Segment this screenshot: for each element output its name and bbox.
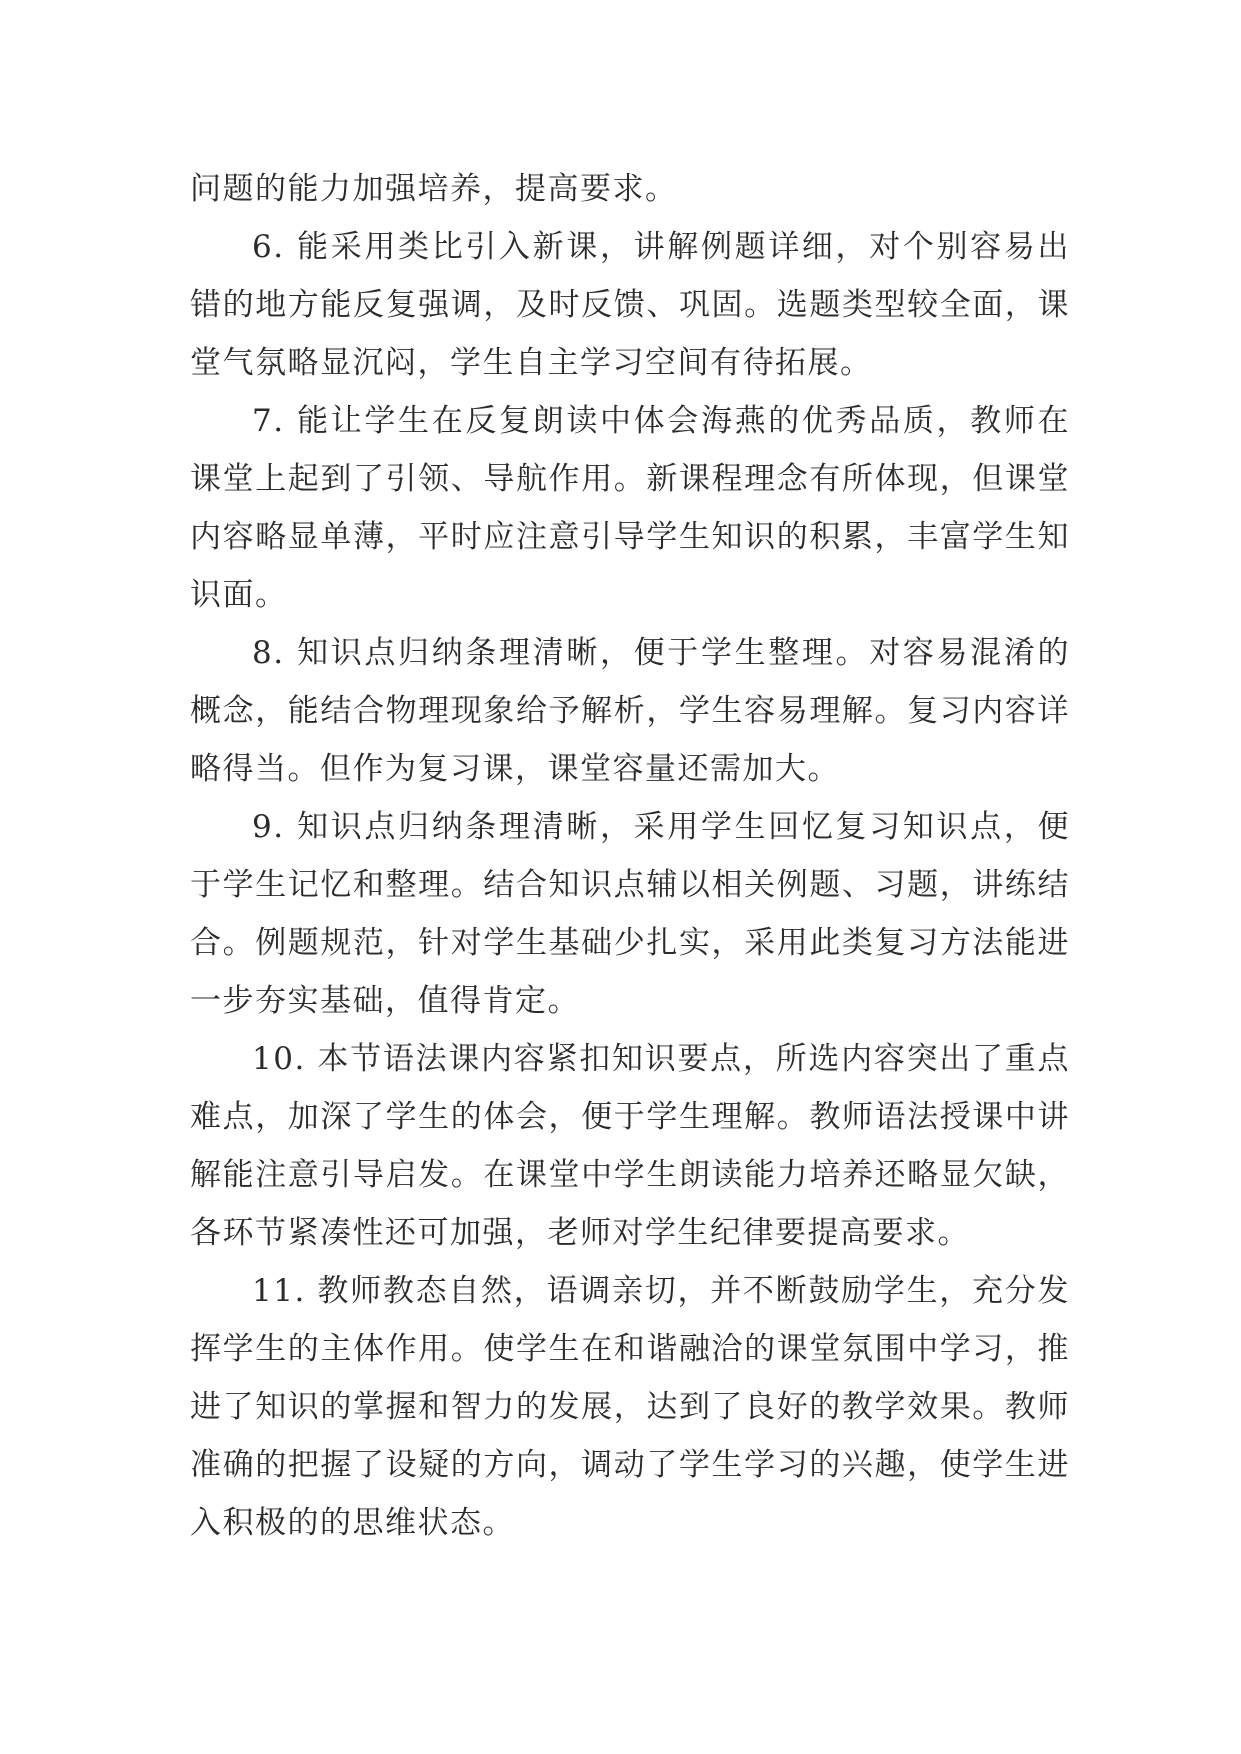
paragraph-item-9: 9. 知识点归纳条理清晰，采用学生回忆复习知识点，便于学生记忆和整理。结合知识点辅以相关例题、习题，讲练结合。例题规范，针对学生基础少扎实，采用此类复习方法能进一步夯实基础，值得肯定。 [190,809,1070,1019]
paragraph-item-11: 11. 教师教态自然，语调亲切，并不断鼓励学生，充分发挥学生的主体作用。使学生在和谐融洽的课堂氛围中学习，推进了知识的掌握和智力的发展，达到了良好的教学效果。教师准确的把握了设疑的方向，调动了学生学习的兴趣，使学生进入积极的的思维状态。 [190,1273,1070,1541]
paragraph-item-6: 6. 能采用类比引入新课，讲解例题详细，对个别容易出错的地方能反复强调，及时反馈、巩固。选题类型较全面，课堂气氛略显沉闷，学生自主学习空间有待拓展。 [190,229,1070,381]
document-body [190,160,1070,1552]
paragraph-item-10: 10. 本节语法课内容紧扣知识要点，所选内容突出了重点难点，加深了学生的体会，便于学生理解。教师语法授课中讲解能注意引导启发。在课堂中学生朗读能力培养还略显欠缺，各环节紧凑性还可加强，老师对学生纪律要提高要求。 [190,1041,1070,1251]
paragraph-continuation: 问题的能力加强培养，提高要求。 [190,171,678,207]
paragraph-item-8: 8. 知识点归纳条理清晰，便于学生整理。对容易混淆的概念，能结合物理现象给予解析，学生容易理解。复习内容详略得当。但作为复习课，课堂容量还需加大。 [190,635,1070,787]
paragraph-item-7: 7. 能让学生在反复朗读中体会海燕的优秀品质，教师在课堂上起到了引领、导航作用。新课程理念有所体现，但课堂内容略显单薄，平时应注意引导学生知识的积累，丰富学生知识面。 [190,403,1070,613]
